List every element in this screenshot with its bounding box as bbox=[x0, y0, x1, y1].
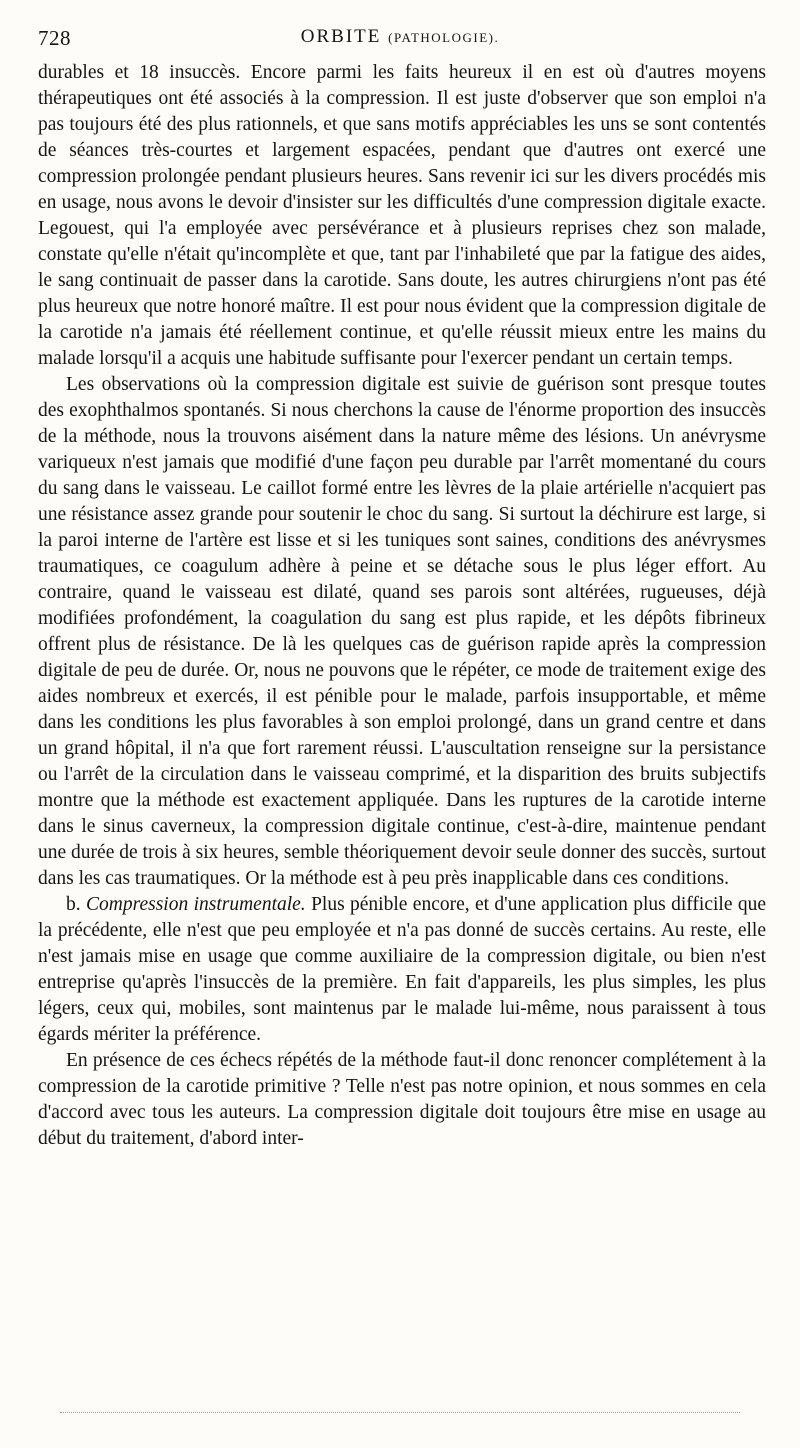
footer-rule bbox=[60, 1412, 740, 1413]
section-b-label: b. bbox=[66, 894, 81, 915]
body-text bbox=[38, 60, 766, 1152]
page-header bbox=[38, 26, 762, 56]
running-title-sub: (PATHOLOGIE). bbox=[388, 30, 500, 45]
running-title-main: ORBITE bbox=[300, 26, 382, 47]
page-number: 728 bbox=[38, 26, 71, 50]
section-b-paragraph bbox=[38, 892, 766, 1048]
running-title bbox=[38, 26, 762, 48]
paragraph-final: En présence de ces échecs répétés de la méthode faut-il donc renoncer complétement à la compression de la carotide primitive ? Telle n'est pas notre opinion, et nous sommes en cela d'accord avec tous les auteurs. La compression digitale doit toujours être mise en usage au début du traitement, d'abord inter- bbox=[38, 1050, 766, 1149]
section-b-text: Plus pénible encore, et d'une application plus difficile que la précédente, elle n'est que peu employée et n'a pas donné de succès certains. Au reste, elle n'est jamais mise en usage que comme auxiliaire de la compression digitale, ou bien n'est entreprise qu'après l'insuccès de la première. En fait d'appareils, les plus simples, les plus légers, ceux qui, mobiles, sont maintenus par le malade lui-même, nous paraissent à tous égards mériter la préférence. bbox=[38, 894, 766, 1045]
paragraph-observations: Les observations où la compression digitale est suivie de guérison sont presque toutes des exophthalmos spontanés. Si nous cherchons la cause de l'énorme proportion des insuccès de la méthode, nous la trouvons aisément dans la nature même des lésions. Un anévrysme variqueux n'est jamais que modifié d'une façon peu durable par l'arrêt momentané du cours du sang dans le vaisseau. Le caillot formé entre les lèvres de la plaie artérielle n'acquiert pas une résistance assez grande pour soutenir le choc du sang. Si surtout la déchirure est large, si la paroi interne de l'artère est lisse et si les tuniques sont saines, conditions des anévrysmes traumatiques, ce coagulum adhère à peine et se détache sous le plus léger effort. Au contraire, quand le vaisseau est dilaté, quand ses parois sont altérées, rugueuses, déjà modifiées profondément, la coagulation du sang est plus rapide, et les dépôts fibrineux offrent plus de résistance. De là les quelques cas de guérison rapide après la compression digitale de peu de durée. Or, nous ne pouvons que le répéter, ce mode de traitement exige des aides nombreux et exercés, il est pénible pour le malade, parfois insupportable, et même dans les conditions les plus favorables à son emploi prolongé, dans un grand centre et dans un grand hôpital, il n'a que fort rarement réussi. L'auscultation renseigne sur la persistance ou l'arrêt de la circulation dans le vaisseau comprimé, et la disparition des bruits subjectifs montre que la méthode est exactement appliquée. Dans les ruptures de la carotide interne dans le sinus caverneux, la compression digitale continue, c'est-à-dire, maintenue pendant une durée de trois à six heures, semble théoriquement devoir seule donner des succès, surtout dans les cas traumatiques. Or la méthode est à peu près inapplicable dans ces conditions. bbox=[38, 374, 766, 889]
section-b-title: Compression instrumentale. bbox=[86, 894, 306, 915]
paragraph-continuation: durables et 18 insuccès. Encore parmi les faits heureux il en est où d'autres moyens thérapeutiques ont été associés à la compression. Il est juste d'observer que son emploi n'a pas toujours été des plus rationnels, et que sans motifs appréciables les uns se sont contentés de séances très-courtes et largement espacées, pendant que d'autres ont exercé une compression prolongée pendant plusieurs heures. Sans revenir ici sur les divers procédés mis en usage, nous avons le devoir d'insister sur les difficultés d'une compression digitale exacte. Legouest, qui l'a employée avec persévérance et à plusieurs reprises chez son malade, constate qu'elle n'était qu'incomplète et que, tant par l'inhabileté que par la fatigue des aides, le sang continuait de passer dans la carotide. Sans doute, les autres chirurgiens n'ont pas été plus heureux que notre honoré maître. Il est pour nous évident que la compression digitale de la carotide n'a jamais été réellement continue, et qu'elle réussit mieux entre les mains du malade lorsqu'il a acquis une habitude suffisante pour l'exercer pendant un certain temps. bbox=[38, 62, 766, 369]
